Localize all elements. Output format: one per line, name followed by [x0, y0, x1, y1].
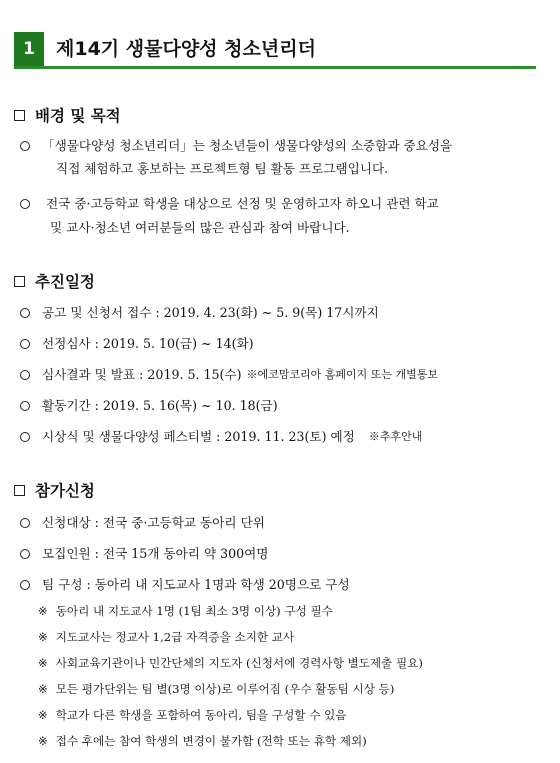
circle-bullet-icon	[20, 370, 30, 380]
section-heading-schedule	[14, 270, 95, 292]
square-bullet-icon	[14, 110, 25, 121]
list-item	[20, 305, 379, 321]
note-text: 접수 후에는 참여 학생의 변경이 불가함 (전학 또는 휴학 제외)	[55, 734, 367, 748]
section-heading-background	[14, 104, 121, 126]
list-item	[20, 196, 439, 212]
reference-mark-icon: ※	[38, 734, 48, 748]
reference-mark-icon: ※	[38, 656, 48, 670]
note-text: 사회교육기관이나 민간단체의 지도자 (신청서에 경력사항 별도제출 필요)	[55, 656, 423, 670]
note-text: 동아리 내 지도교사 1명 (1팀 최소 3명 이상) 구성 필수	[55, 604, 333, 618]
list-item	[20, 138, 452, 154]
note-item	[38, 734, 367, 749]
list-item	[20, 515, 265, 531]
reference-mark-icon: ※	[38, 682, 48, 696]
list-item	[20, 398, 278, 414]
note-item	[38, 656, 423, 671]
item-text: 전국 중·고등학교 학생을 대상으로 선정 및 운영하고자 하오니 관련 학교	[46, 196, 439, 211]
item-text: 활동기간 : 2019. 5. 16(목) ~ 10. 18(금)	[42, 398, 278, 413]
section-title: 참가신청	[35, 482, 95, 500]
circle-bullet-icon	[20, 339, 30, 349]
reference-mark-icon: ※	[38, 708, 48, 722]
item-note: ※에코맘코리아 홈페이지 또는 개별통보	[246, 368, 439, 381]
item-text: 모집인원 : 전국 15개 동아리 약 300여명	[42, 546, 269, 561]
circle-bullet-icon	[20, 580, 30, 590]
section-number-badge: 1	[14, 32, 44, 66]
list-item	[20, 429, 422, 445]
note-item	[38, 708, 346, 723]
circle-bullet-icon	[20, 199, 30, 209]
list-item	[20, 546, 268, 562]
item-text: 팀 구성 : 동아리 내 지도교사 1명과 학생 20명으로 구성	[42, 577, 350, 592]
circle-bullet-icon	[20, 401, 30, 411]
circle-bullet-icon	[20, 308, 30, 318]
list-item	[20, 367, 438, 383]
circle-bullet-icon	[20, 432, 30, 442]
note-item	[38, 630, 294, 645]
item-note: ※추후안내	[368, 430, 423, 443]
note-text: 지도교사는 정교사 1,2급 자격증을 소지한 교사	[55, 630, 295, 644]
circle-bullet-icon	[20, 518, 30, 528]
list-item	[20, 336, 254, 352]
section-heading-apply	[14, 479, 95, 501]
circle-bullet-icon	[20, 141, 30, 151]
note-text: 학교가 다른 학생을 포함하여 동아리, 팀을 구성할 수 있음	[55, 708, 347, 722]
note-item	[38, 604, 333, 619]
title-bar	[14, 32, 536, 69]
page-title: 제14기 생물다양성 청소년리더	[56, 38, 316, 60]
item-text-continued: 직접 체험하고 홍보하는 프로젝트형 팀 활동 프로그램입니다.	[56, 161, 389, 176]
square-bullet-icon	[14, 276, 25, 287]
list-item	[20, 577, 350, 593]
section-title: 배경 및 목적	[35, 107, 121, 125]
item-text: 「생물다양성 청소년리더」는 청소년들이 생물다양성의 소중함과 중요성을	[42, 138, 453, 153]
note-item	[38, 682, 394, 697]
item-text: 심사결과 및 발표 : 2019. 5. 15(수)	[42, 367, 242, 382]
item-text: 선정심사 : 2019. 5. 10(금) ~ 14(화)	[42, 336, 254, 351]
reference-mark-icon: ※	[38, 604, 48, 618]
item-text: 시상식 및 생물다양성 페스티벌 : 2019. 11. 23(토) 예정	[42, 429, 355, 444]
circle-bullet-icon	[20, 549, 30, 559]
item-text: 공고 및 신청서 접수 : 2019. 4. 23(화) ~ 5. 9(목) 17시까지	[42, 305, 379, 320]
item-text-continued: 및 교사·청소년 여러분들의 많은 관심과 참여 바랍니다.	[50, 220, 350, 235]
square-bullet-icon	[14, 485, 25, 496]
reference-mark-icon: ※	[38, 630, 48, 644]
note-text: 모든 평가단위는 팀 별(3명 이상)로 이루어짐 (우수 활동팀 시상 등)	[55, 682, 395, 696]
item-text: 신청대상 : 전국 중·고등학교 동아리 단위	[42, 515, 265, 530]
section-title: 추진일정	[35, 273, 95, 291]
